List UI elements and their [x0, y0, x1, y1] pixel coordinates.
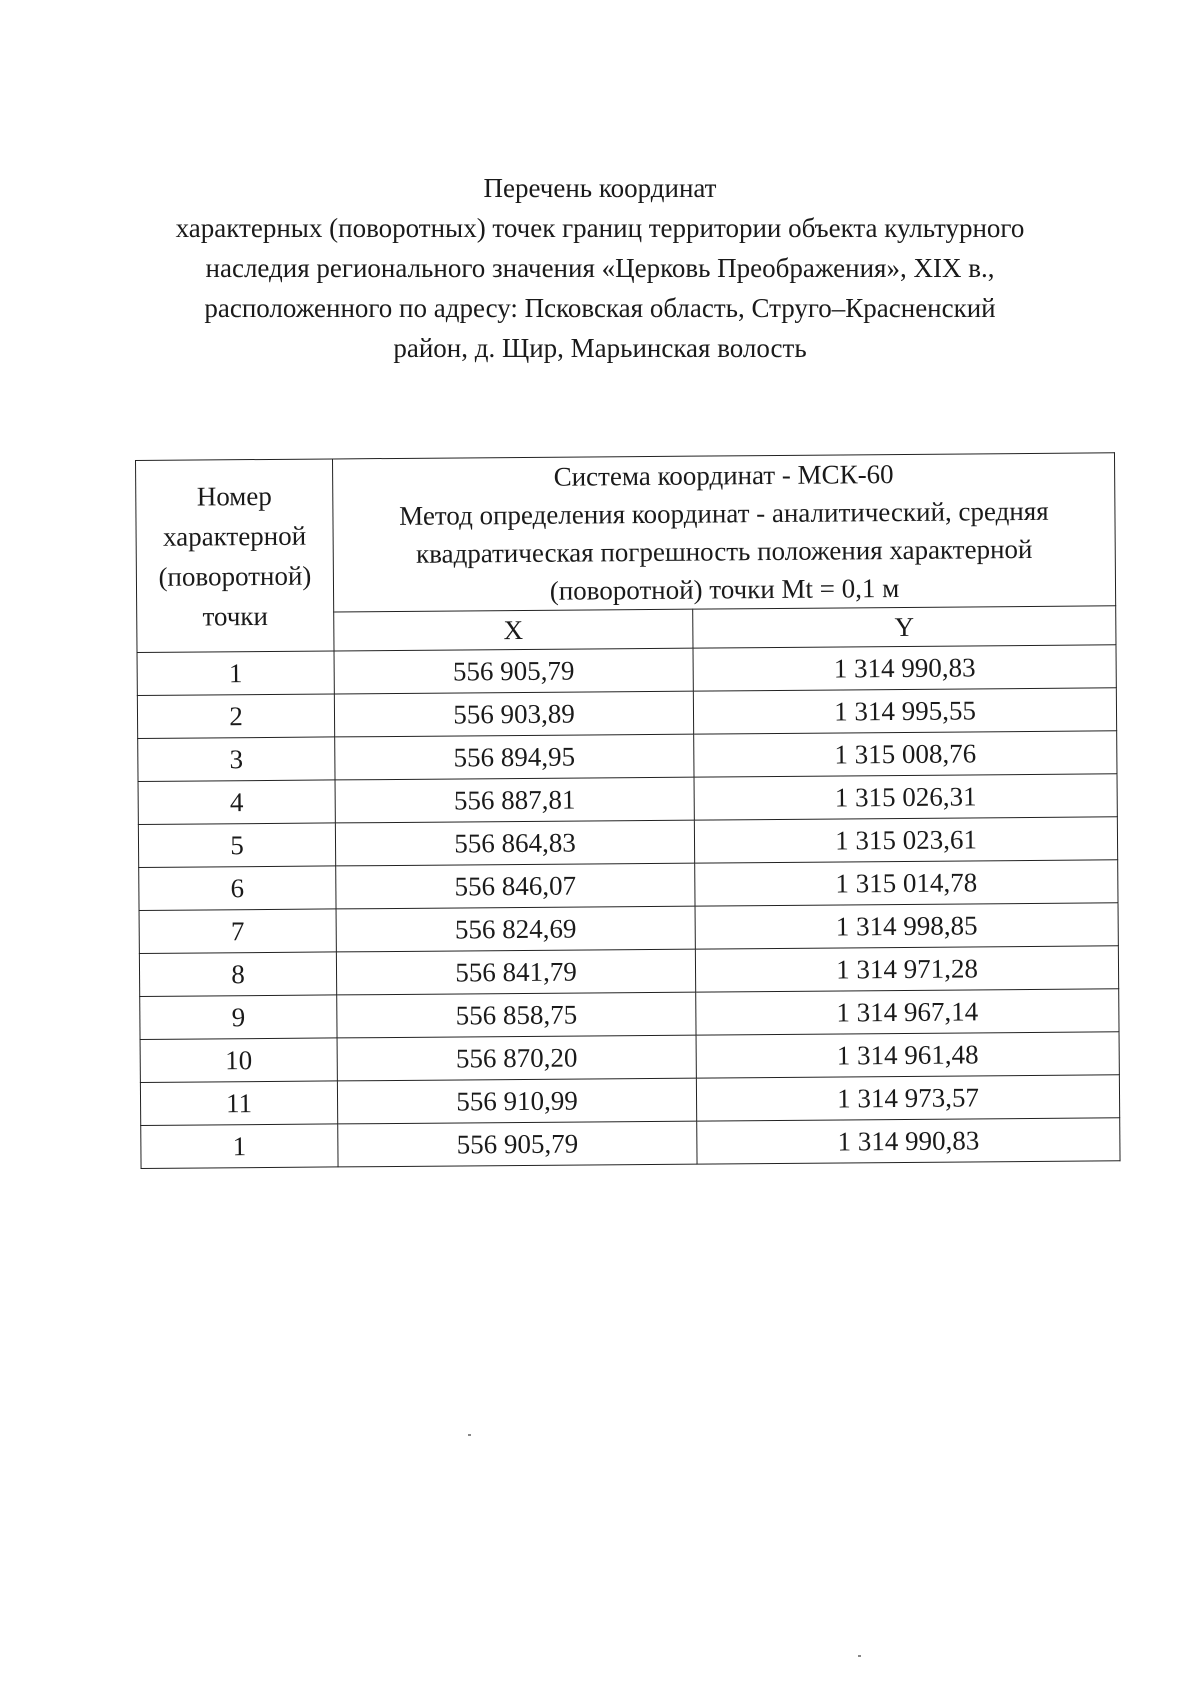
y-coordinate-cell: 1 314 990,83 [697, 1118, 1120, 1164]
title-line-2: характерных (поворотных) точек границ территории объекта культурного [175, 213, 1025, 243]
header-number-line-3: (поворотной) [158, 560, 312, 592]
header-y: Y [693, 606, 1116, 648]
table-row [140, 1032, 1119, 1083]
x-coordinate-cell: 556 905,79 [338, 1121, 697, 1167]
y-coordinate-cell: 1 314 973,57 [696, 1075, 1119, 1121]
table-row [138, 774, 1117, 825]
table-row [137, 688, 1116, 739]
header-system-line-1: Система координат - МСК-60 [553, 459, 894, 492]
x-coordinate-cell: 556 824,69 [336, 906, 695, 952]
y-coordinate-cell: 1 315 023,61 [694, 817, 1117, 863]
y-coordinate-cell: 1 315 014,78 [695, 860, 1118, 906]
x-coordinate-cell: 556 887,81 [335, 777, 694, 823]
x-coordinate-cell: 556 870,20 [337, 1035, 696, 1081]
y-coordinate-cell: 1 315 026,31 [694, 774, 1117, 820]
document-title [150, 168, 1050, 368]
y-coordinate-cell: 1 314 990,83 [693, 645, 1116, 691]
title-line-3: наследия регионального значения «Церковь Преображения», XIX в., [205, 253, 995, 283]
table-header-row [136, 453, 1116, 614]
header-number-line-4: точки [202, 600, 269, 631]
table-row [140, 989, 1119, 1040]
table-row [141, 1118, 1120, 1169]
y-coordinate-cell: 1 314 998,85 [695, 903, 1118, 949]
table-row [140, 1075, 1119, 1126]
x-coordinate-cell: 556 905,79 [334, 648, 693, 694]
header-system-line-2: Метод определения координат - аналитический, средняя [399, 495, 1049, 531]
title-line-4: расположенного по адресу: Псковская область, Струго–Красненский [204, 293, 996, 323]
header-number-line-2: характерной [162, 520, 307, 552]
x-coordinate-cell: 556 903,89 [334, 691, 693, 737]
y-coordinate-cell: 1 314 961,48 [696, 1032, 1119, 1078]
point-number-cell: 1 [141, 1124, 338, 1169]
y-coordinate-cell: 1 314 995,55 [693, 688, 1116, 734]
y-coordinate-cell: 1 315 008,76 [694, 731, 1117, 777]
point-number-cell: 3 [138, 737, 335, 782]
point-number-cell: 4 [138, 780, 335, 825]
table-row [137, 645, 1116, 696]
title-line-1: Перечень координат [483, 173, 717, 203]
x-coordinate-cell: 556 894,95 [335, 734, 694, 780]
point-number-cell: 7 [139, 909, 336, 954]
x-coordinate-cell: 556 858,75 [337, 992, 696, 1038]
point-number-cell: 10 [140, 1038, 337, 1083]
header-point-number [136, 459, 335, 653]
y-coordinate-cell: 1 314 971,28 [695, 946, 1118, 992]
point-number-cell: 8 [139, 952, 336, 997]
title-line-5: район, д. Щир, Марьинская волость [393, 333, 807, 363]
table-row [139, 903, 1118, 954]
x-coordinate-cell: 556 846,07 [336, 863, 695, 909]
header-system-line-4: (поворотной) точки Mt = 0,1 м [549, 573, 900, 606]
x-coordinate-cell: 556 841,79 [336, 949, 695, 995]
point-number-cell: 9 [140, 995, 337, 1040]
table-row [139, 860, 1118, 911]
scan-speck [858, 1655, 861, 1657]
table-row [138, 731, 1117, 782]
x-coordinate-cell: 556 910,99 [337, 1078, 696, 1124]
header-x: X [334, 609, 693, 651]
point-number-cell: 11 [140, 1081, 337, 1126]
point-number-cell: 6 [139, 866, 336, 911]
x-coordinate-cell: 556 864,83 [335, 820, 694, 866]
coordinates-table [135, 452, 1121, 1169]
table-row [139, 946, 1118, 997]
header-coordinate-system [332, 453, 1115, 612]
point-number-cell: 1 [137, 651, 334, 696]
header-system-line-3: квадратическая погрешность положения характерной [415, 533, 1033, 569]
scan-speck [468, 1434, 471, 1436]
table-row [138, 817, 1117, 868]
y-coordinate-cell: 1 314 967,14 [696, 989, 1119, 1035]
header-number-line-1: Номер [196, 480, 272, 512]
point-number-cell: 2 [137, 694, 334, 739]
point-number-cell: 5 [138, 823, 335, 868]
